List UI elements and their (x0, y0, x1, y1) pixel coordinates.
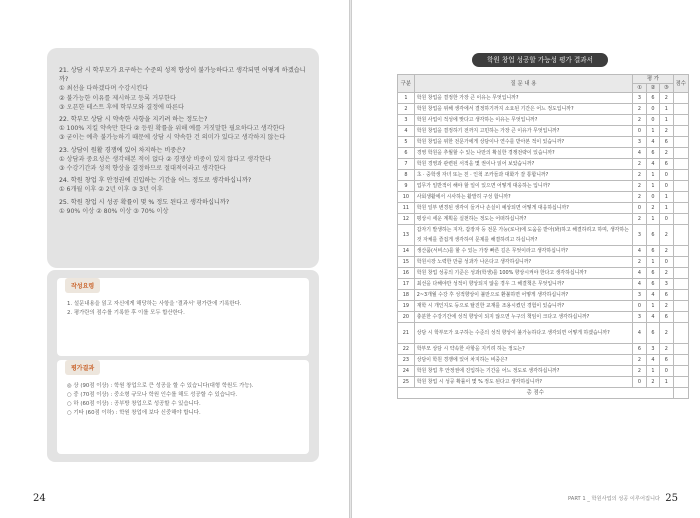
row-number: 3 (398, 115, 415, 126)
question-options (59, 207, 307, 216)
row-choice-score: 4 (646, 355, 659, 366)
header-choice-2: ② (646, 84, 659, 93)
option-line: ① 90% 이상 ② 80% 이상 ③ 70% 이상 (59, 207, 169, 215)
table-row (398, 355, 689, 366)
row-number: 15 (398, 257, 415, 268)
row-choice-score: 2 (633, 170, 646, 181)
row-number: 12 (398, 214, 415, 225)
row-choice-score: 6 (660, 137, 673, 148)
row-score-cell[interactable] (673, 126, 688, 137)
row-choice-score: 0 (646, 115, 659, 126)
method-panel (57, 278, 309, 356)
row-question: 학원 창업을 결정하기 전까지 고민하는 가장 큰 이유가 무엇입니까? (414, 126, 633, 137)
table-row (398, 148, 689, 159)
table-row (398, 366, 689, 377)
row-choice-score: 6 (660, 355, 673, 366)
table-row (398, 268, 689, 279)
row-choice-score: 2 (660, 126, 673, 137)
table-row (398, 214, 689, 225)
result-tab: 평가결과 (65, 360, 100, 375)
row-choice-score: 4 (633, 148, 646, 159)
table-row (398, 137, 689, 148)
row-number: 24 (398, 366, 415, 377)
option-line: ③ 수강기간과 성적 향상을 결정하므로 절대적이라고 생각한다 (59, 165, 226, 173)
row-choice-score: 2 (633, 366, 646, 377)
method-line: 1. 설문내용을 읽고 자신에게 해당하는 사항을 '결과서' 평가란에 기록한다. (67, 301, 242, 307)
row-choice-score: 4 (646, 312, 659, 323)
row-choice-score: 0 (646, 192, 659, 203)
row-score-cell[interactable] (673, 225, 688, 246)
row-choice-score: 6 (646, 268, 659, 279)
row-question: 학원 일부 변경된 생각이 들거나 손실이 예상되면 어떻게 대응하십니까? (414, 203, 633, 214)
row-choice-score: 4 (633, 323, 646, 344)
header-no: 구분 (398, 75, 415, 93)
page-number-right: 25 (665, 493, 678, 504)
row-choice-score: 2 (633, 257, 646, 268)
right-page (352, 0, 700, 518)
option-line: ① 최선을 다하겠다며 수강시킨다 (59, 85, 149, 93)
question-text: 24. 학원 창업 후 안정권에 진입하는 기간을 어느 정도로 생각하십니까? (59, 177, 252, 185)
row-question: 사회생활에서 시사하는 활발히 구성 합니까? (414, 192, 633, 203)
row-number: 21 (398, 323, 415, 344)
row-question: 초 · 중학생 자녀 또는 친 · 인척 조카들과 대화가 잘 통합니까? (414, 170, 633, 181)
row-question: 2~3개월 수강 후 성적향상이 불만으로 환불하면 어떻게 생각하십니까? (414, 290, 633, 301)
question-item (59, 66, 307, 112)
row-score-cell[interactable] (673, 148, 688, 159)
row-question: 재학 시 개인지도 등으로 탈진한 교재를 조용시켰던 경험이 있습니까? (414, 301, 633, 312)
question-item (59, 198, 307, 216)
row-choice-score: 2 (633, 181, 646, 192)
row-choice-score: 1 (646, 181, 659, 192)
row-choice-score: 2 (660, 268, 673, 279)
result-line: ◎ 상 (90점 이상) : 학원 창업으로 큰 성공을 할 수 있습니다(대형 학원도 가능). (67, 383, 254, 389)
row-choice-score: 1 (646, 301, 659, 312)
row-number: 7 (398, 159, 415, 170)
option-line: ① 상담과 중요성은 생각해본 적이 없다 ② 경쟁상 비중이 있지 않다고 생각한다 (59, 155, 272, 163)
method-line: 2. 평가란의 점수를 기록한 후 이를 모두 합산한다. (67, 310, 185, 316)
row-question: 학원 창업을 위해 생각에서 결정하기까지 소요된 기간은 어느 정도입니까? (414, 104, 633, 115)
row-question: 상담 시 학부모가 요구하는 수준의 성적 향상이 불가능하다고 생각되면 어떻게 하겠습니까? (414, 323, 633, 344)
row-number: 1 (398, 93, 415, 104)
row-score-cell[interactable] (673, 366, 688, 377)
row-score-cell[interactable] (673, 214, 688, 225)
row-choice-score: 0 (660, 181, 673, 192)
table-row (398, 93, 689, 104)
question-text: 23. 상담이 원활 경쟁에 있어 차지하는 비중은? (59, 146, 186, 154)
result-lines (67, 382, 301, 418)
row-choice-score: 2 (660, 323, 673, 344)
row-choice-score: 6 (646, 93, 659, 104)
table-row (398, 159, 689, 170)
row-choice-score: 6 (633, 344, 646, 355)
row-choice-score: 3 (633, 225, 646, 246)
row-question: 학원 창업 성공의 기준은 성과(학생)를 100% 향상시켜야 한다고 생각하십니까? (414, 268, 633, 279)
row-choice-score: 0 (660, 366, 673, 377)
table-row (398, 115, 689, 126)
row-question: 업무가 일반적이 해야 할 일이 있으면 어떻게 대응하는 입니까? (414, 181, 633, 192)
row-choice-score: 0 (660, 214, 673, 225)
row-score-cell[interactable] (673, 268, 688, 279)
question-options (59, 185, 307, 194)
row-score-cell[interactable] (673, 137, 688, 148)
footer-part-label: PART 1 _ 학원사업의 성공 이루어집니다 (567, 496, 660, 502)
question-options (59, 84, 307, 112)
row-choice-score: 2 (633, 159, 646, 170)
question-item (59, 146, 307, 174)
row-question: 학원 창업 시 성공 확률이 몇 % 정도 된다고 생각하십니까? (414, 377, 633, 388)
row-choice-score: 2 (660, 93, 673, 104)
row-number: 19 (398, 301, 415, 312)
row-question: 경영 학원을 추월할 수 있는 나만의 확실한 경쟁전략이 있습니까? (414, 148, 633, 159)
page-number-left: 24 (33, 493, 46, 504)
result-line: ○ 하 (60점 이상) : 공부방 창업으로 성공할 수 있습니다. (67, 401, 201, 407)
row-choice-score: 1 (660, 104, 673, 115)
row-choice-score: 2 (633, 104, 646, 115)
row-score-cell[interactable] (673, 377, 688, 388)
row-number: 13 (398, 225, 415, 246)
row-score-cell[interactable] (673, 355, 688, 366)
question-item (59, 176, 307, 194)
row-question: 학원 창업 후 안정권에 진입하는 기간을 어느 정도로 생각하십니까? (414, 366, 633, 377)
row-score-cell[interactable] (673, 257, 688, 268)
table-row (398, 104, 689, 115)
row-score-cell[interactable] (673, 301, 688, 312)
header-content: 질 문 내 용 (414, 75, 633, 93)
row-score-cell[interactable] (673, 344, 688, 355)
row-choice-score: 6 (660, 159, 673, 170)
table-row (398, 344, 689, 355)
method-lines (67, 300, 301, 318)
row-question: 상담이 학원 경쟁에 있어 차지하는 비중은? (414, 355, 633, 366)
result-line: ○ 기타 (60점 이하) : 학원 창업에 보다 신중해야 합니다. (67, 410, 201, 416)
row-score-cell[interactable] (673, 181, 688, 192)
result-panel (57, 360, 309, 454)
row-question: 최선을 다해야만 성적이 향상되지 않을 경우 그 해결책은 무엇입니까? (414, 279, 633, 290)
row-question: 학원 경영과 관련된 서적을 몇 권이나 읽어 보았습니까? (414, 159, 633, 170)
row-choice-score: 6 (646, 246, 659, 257)
row-number: 4 (398, 126, 415, 137)
total-label: 총 점수 (398, 388, 674, 399)
row-choice-score: 3 (633, 137, 646, 148)
row-choice-score: 6 (660, 312, 673, 323)
row-choice-score: 0 (646, 104, 659, 115)
row-number: 2 (398, 104, 415, 115)
row-score-cell[interactable] (673, 312, 688, 323)
table-row (398, 203, 689, 214)
row-choice-score: 6 (646, 225, 659, 246)
option-line: ③ 오픈한 테스트 후에 학부모와 결정에 따른다 (59, 103, 184, 111)
row-score-cell[interactable] (673, 279, 688, 290)
evaluation-title: 학원 창업 성공할 가능성 평가 결과서 (472, 53, 608, 67)
row-number: 11 (398, 203, 415, 214)
question-options (59, 155, 307, 173)
row-number: 8 (398, 170, 415, 181)
row-choice-score: 4 (646, 290, 659, 301)
row-score-cell[interactable] (673, 93, 688, 104)
row-question: 학원 사업이 적성에 맞다고 생각하는 이유는 무엇입니까? (414, 115, 633, 126)
row-choice-score: 2 (660, 225, 673, 246)
table-row (398, 246, 689, 257)
row-choice-score: 2 (646, 377, 659, 388)
row-choice-score: 0 (660, 257, 673, 268)
total-score-cell[interactable] (673, 388, 688, 399)
row-question: 학원시장 노력한 만큼 성과가 나온다고 생각하십니까? (414, 257, 633, 268)
table-row (398, 301, 689, 312)
row-choice-score: 3 (660, 279, 673, 290)
row-number: 10 (398, 192, 415, 203)
row-choice-score: 3 (633, 312, 646, 323)
option-line: ① 6개월 이후 ② 2년 이후 ③ 3년 이후 (59, 186, 163, 194)
row-choice-score: 6 (646, 148, 659, 159)
question-box (47, 48, 319, 268)
row-question: 학부모 상담 시 약속한 사항을 지키려 하는 정도는? (414, 344, 633, 355)
row-score-cell[interactable] (673, 170, 688, 181)
row-score-cell[interactable] (673, 203, 688, 214)
question-text: 25. 학원 창업 시 성공 확률이 몇 % 정도 된다고 생각하십니까? (59, 198, 230, 206)
table-row (398, 225, 689, 246)
evaluation-table (397, 74, 689, 399)
table-row (398, 323, 689, 344)
option-line: ③ 굳이는 예측 불가능하기 때문에 상담 시 약속한 건 의미가 있다고 생각하지 않는다 (59, 134, 286, 142)
row-choice-score: 0 (660, 170, 673, 181)
row-number: 18 (398, 290, 415, 301)
row-choice-score: 4 (633, 268, 646, 279)
row-question: 평상시 세운 계획을 실천하는 정도는 어떠하십니까? (414, 214, 633, 225)
option-line: ① 100% 지킬 약속만 한다 ② 등원 확률을 위해 예를 거짓말한 필요하다고 생각한다 (59, 125, 285, 133)
question-options (59, 124, 307, 142)
header-eval: 평 가 (633, 75, 673, 84)
row-choice-score: 3 (633, 93, 646, 104)
row-question: 생산품(서비스)를 할 수 있는 가장 빠른 길은 무엇이라고 생각하십니까? (414, 246, 633, 257)
row-choice-score: 2 (660, 301, 673, 312)
table-row (398, 312, 689, 323)
row-choice-score: 2 (633, 355, 646, 366)
table-row (398, 257, 689, 268)
row-choice-score: 2 (633, 214, 646, 225)
row-number: 16 (398, 268, 415, 279)
row-choice-score: 6 (646, 279, 659, 290)
row-number: 20 (398, 312, 415, 323)
table-row (398, 377, 689, 388)
row-score-cell[interactable] (673, 246, 688, 257)
row-score-cell[interactable] (673, 159, 688, 170)
question-item (59, 115, 307, 143)
row-choice-score: 3 (646, 344, 659, 355)
row-choice-score: 1 (646, 257, 659, 268)
table-row (398, 279, 689, 290)
row-score-cell[interactable] (673, 290, 688, 301)
table-header-row (398, 75, 689, 84)
row-number: 22 (398, 344, 415, 355)
table-row (398, 181, 689, 192)
row-choice-score: 1 (660, 115, 673, 126)
row-choice-score: 2 (660, 344, 673, 355)
row-number: 9 (398, 181, 415, 192)
row-choice-score: 1 (646, 366, 659, 377)
row-question: 학원 창업을 결정한 가장 큰 이유는 무엇입니까? (414, 93, 633, 104)
row-choice-score: 6 (660, 290, 673, 301)
header-choice-1: ① (633, 84, 646, 93)
row-choice-score: 6 (646, 323, 659, 344)
total-row (398, 388, 689, 399)
row-choice-score: 0 (633, 203, 646, 214)
question-text: 22. 학부모 상담 시 약속한 사항을 지키려 하는 정도는? (59, 116, 208, 124)
option-line: ② 불가능한 이유를 제시하고 등록 거부한다 (59, 94, 176, 102)
header-choice-3: ③ (660, 84, 673, 93)
row-score-cell[interactable] (673, 192, 688, 203)
instruction-box (47, 270, 319, 462)
row-choice-score: 2 (660, 246, 673, 257)
table-row (398, 170, 689, 181)
row-choice-score: 1 (646, 170, 659, 181)
row-choice-score: 4 (633, 246, 646, 257)
row-choice-score: 3 (633, 290, 646, 301)
row-choice-score: 0 (633, 301, 646, 312)
row-choice-score: 4 (633, 279, 646, 290)
row-number: 17 (398, 279, 415, 290)
row-number: 14 (398, 246, 415, 257)
row-question: 학원 창업을 위한 전문가에게 상담이나 연수를 받아본 적이 있습니까? (414, 137, 633, 148)
row-choice-score: 1 (646, 126, 659, 137)
table-row (398, 290, 689, 301)
row-choice-score: 2 (646, 203, 659, 214)
row-choice-score: 2 (633, 115, 646, 126)
row-choice-score: 0 (633, 126, 646, 137)
table-row (398, 126, 689, 137)
row-number: 5 (398, 137, 415, 148)
row-choice-score: 1 (660, 377, 673, 388)
row-score-cell[interactable] (673, 323, 688, 344)
row-choice-score: 4 (646, 159, 659, 170)
row-choice-score: 2 (660, 148, 673, 159)
row-score-cell[interactable] (673, 104, 688, 115)
row-question: 갑자기 발생하는 지자, 갑장자 등 전문 가능(로나)에 도움을 받아(봐)하고 해결하려고 하며, 생각하는 것 자체를 즐겁게 생각하여 문제를 해결하려고 하십니까? (414, 225, 633, 246)
row-choice-score: 1 (660, 203, 673, 214)
row-choice-score: 0 (633, 377, 646, 388)
table-row (398, 192, 689, 203)
row-choice-score: 1 (660, 192, 673, 203)
row-number: 25 (398, 377, 415, 388)
row-choice-score: 4 (646, 137, 659, 148)
row-choice-score: 2 (633, 192, 646, 203)
row-number: 23 (398, 355, 415, 366)
row-score-cell[interactable] (673, 115, 688, 126)
method-tab: 작성요령 (65, 278, 100, 293)
row-number: 6 (398, 148, 415, 159)
row-choice-score: 1 (646, 214, 659, 225)
result-line: ○ 중 (70점 이상) : 중소형 규모나 학원 인수를 해도 성공할 수 있습니다. (67, 392, 238, 398)
question-text: 21. 상담 시 학부모가 요구하는 수준의 성적 향상이 불가능하다고 생각되면 어떻게 하겠습니까? (59, 67, 306, 84)
row-question: 충분한 수강기간에 성적 향상이 되지 않으면 누구의 책임이 크다고 생각하십니까? (414, 312, 633, 323)
header-score: 점수 (673, 75, 688, 93)
